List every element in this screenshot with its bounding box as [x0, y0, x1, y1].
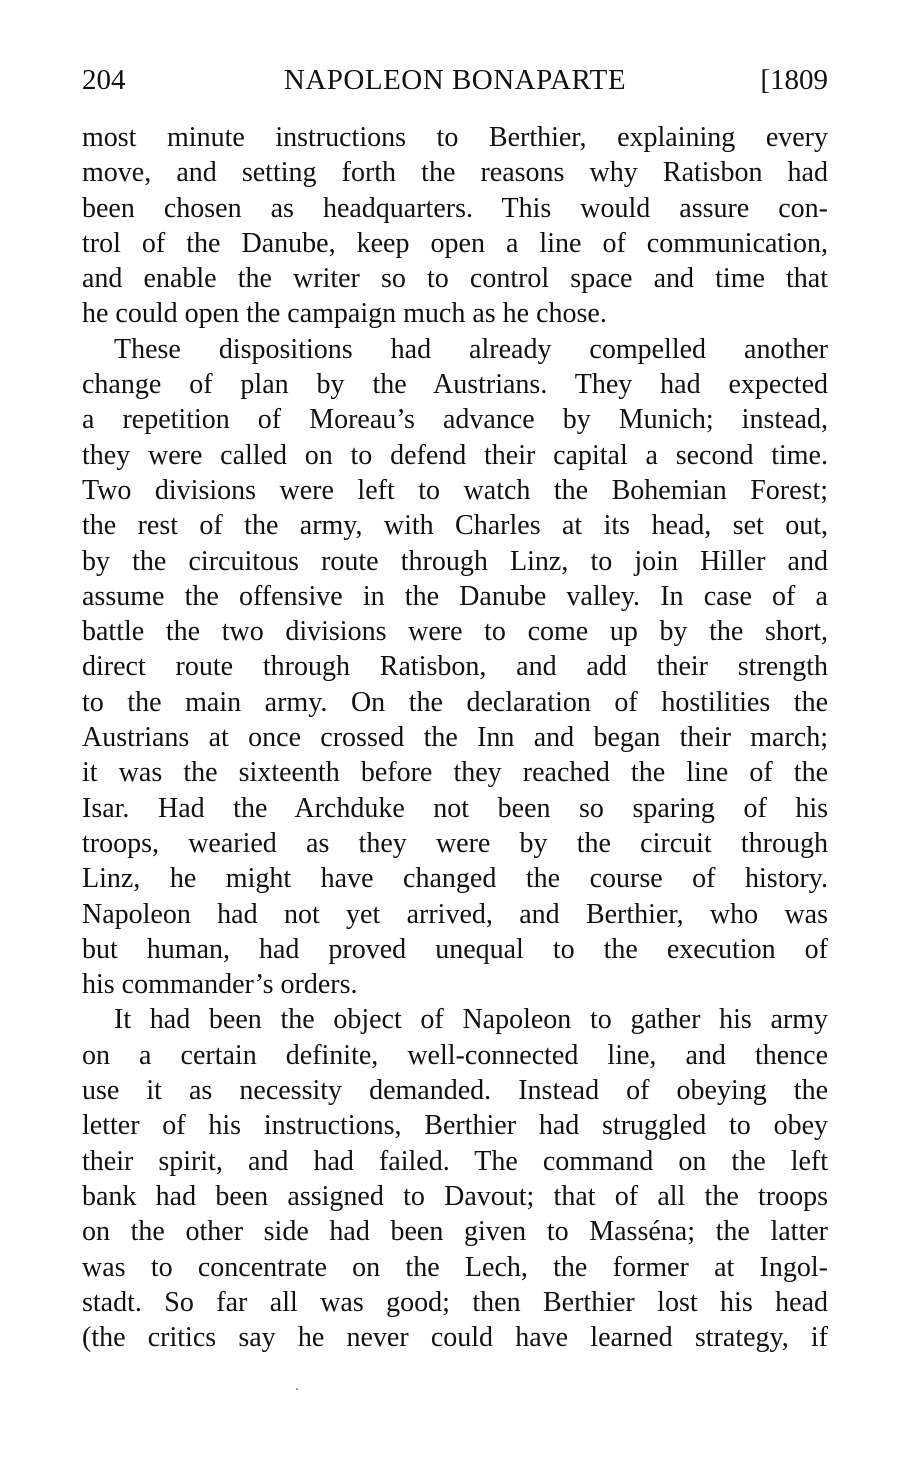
text-line: was to concentrate on the Lech, the former at Ingol-: [82, 1251, 828, 1283]
text-line: on the other side had been given to Masséna; the latter: [82, 1216, 828, 1248]
ink-speck: [296, 1388, 298, 1390]
text-line: assume the offensive in the Danube valley. In case of a: [82, 580, 828, 612]
text-line: their spirit, and had failed. The command on the left: [82, 1145, 828, 1177]
text-line: been chosen as headquarters. This would assure con-: [82, 192, 828, 224]
text-line: by the circuitous route through Linz, to join Hiller and: [82, 545, 828, 577]
text-line: change of plan by the Austrians. They had expected: [82, 369, 828, 401]
text-line: most minute instructions to Berthier, explaining every: [82, 122, 828, 153]
text-line: use it as necessity demanded. Instead of obeying the: [82, 1075, 828, 1107]
text-line: he could open the campaign much as he chose.: [82, 298, 607, 330]
text-line: Napoleon had not yet arrived, and Berthier, who was: [82, 898, 828, 930]
text-line: and enable the writer so to control space and time that: [82, 263, 828, 295]
text-line: (the critics say he never could have learned strategy, if: [82, 1322, 828, 1354]
text-line: a repetition of Moreau’s advance by Munich; instead,: [82, 404, 828, 436]
text-line: bank had been assigned to Davout; that of all the troops: [82, 1180, 828, 1212]
text-line: Isar. Had the Archduke not been so sparing of his: [82, 792, 828, 824]
page-number: 204: [82, 64, 126, 96]
text-line: stadt. So far all was good; then Berthier lost his head: [82, 1286, 828, 1318]
body-text: [82, 120, 828, 1355]
text-line: battle the two divisions were to come up by the short,: [82, 616, 828, 648]
text-line: direct route through Ratisbon, and add their strength: [82, 651, 828, 683]
text-line: troops, wearied as they were by the circuit through: [82, 827, 828, 859]
running-header: [82, 58, 828, 102]
running-year: [1809: [760, 64, 828, 96]
text-line: his commander’s orders.: [82, 969, 358, 1001]
text-line: It had been the object of Napoleon to gather his army: [114, 1004, 828, 1036]
text-line: it was the sixteenth before they reached the line of the: [82, 757, 828, 789]
text-line: move, and setting forth the reasons why Ratisbon had: [82, 157, 828, 189]
text-line: to the main army. On the declaration of hostilities the: [82, 686, 828, 718]
text-line: but human, had proved unequal to the execution of: [82, 933, 828, 965]
text-line: Linz, he might have changed the course of history.: [82, 863, 828, 895]
text-line: Austrians at once crossed the Inn and began their march;: [82, 722, 828, 754]
text-line: they were called on to defend their capital a second time.: [82, 439, 828, 471]
text-line: Two divisions were left to watch the Bohemian Forest;: [82, 474, 828, 506]
text-line: on a certain definite, well-connected line, and thence: [82, 1039, 828, 1071]
running-title: NAPOLEON BONAPARTE: [283, 64, 627, 96]
text-line: trol of the Danube, keep open a line of communication,: [82, 227, 828, 259]
text-line: letter of his instructions, Berthier had struggled to obey: [82, 1110, 828, 1142]
text-line: These dispositions had already compelled another: [114, 333, 828, 365]
text-line: the rest of the army, with Charles at its head, set out,: [82, 510, 828, 542]
